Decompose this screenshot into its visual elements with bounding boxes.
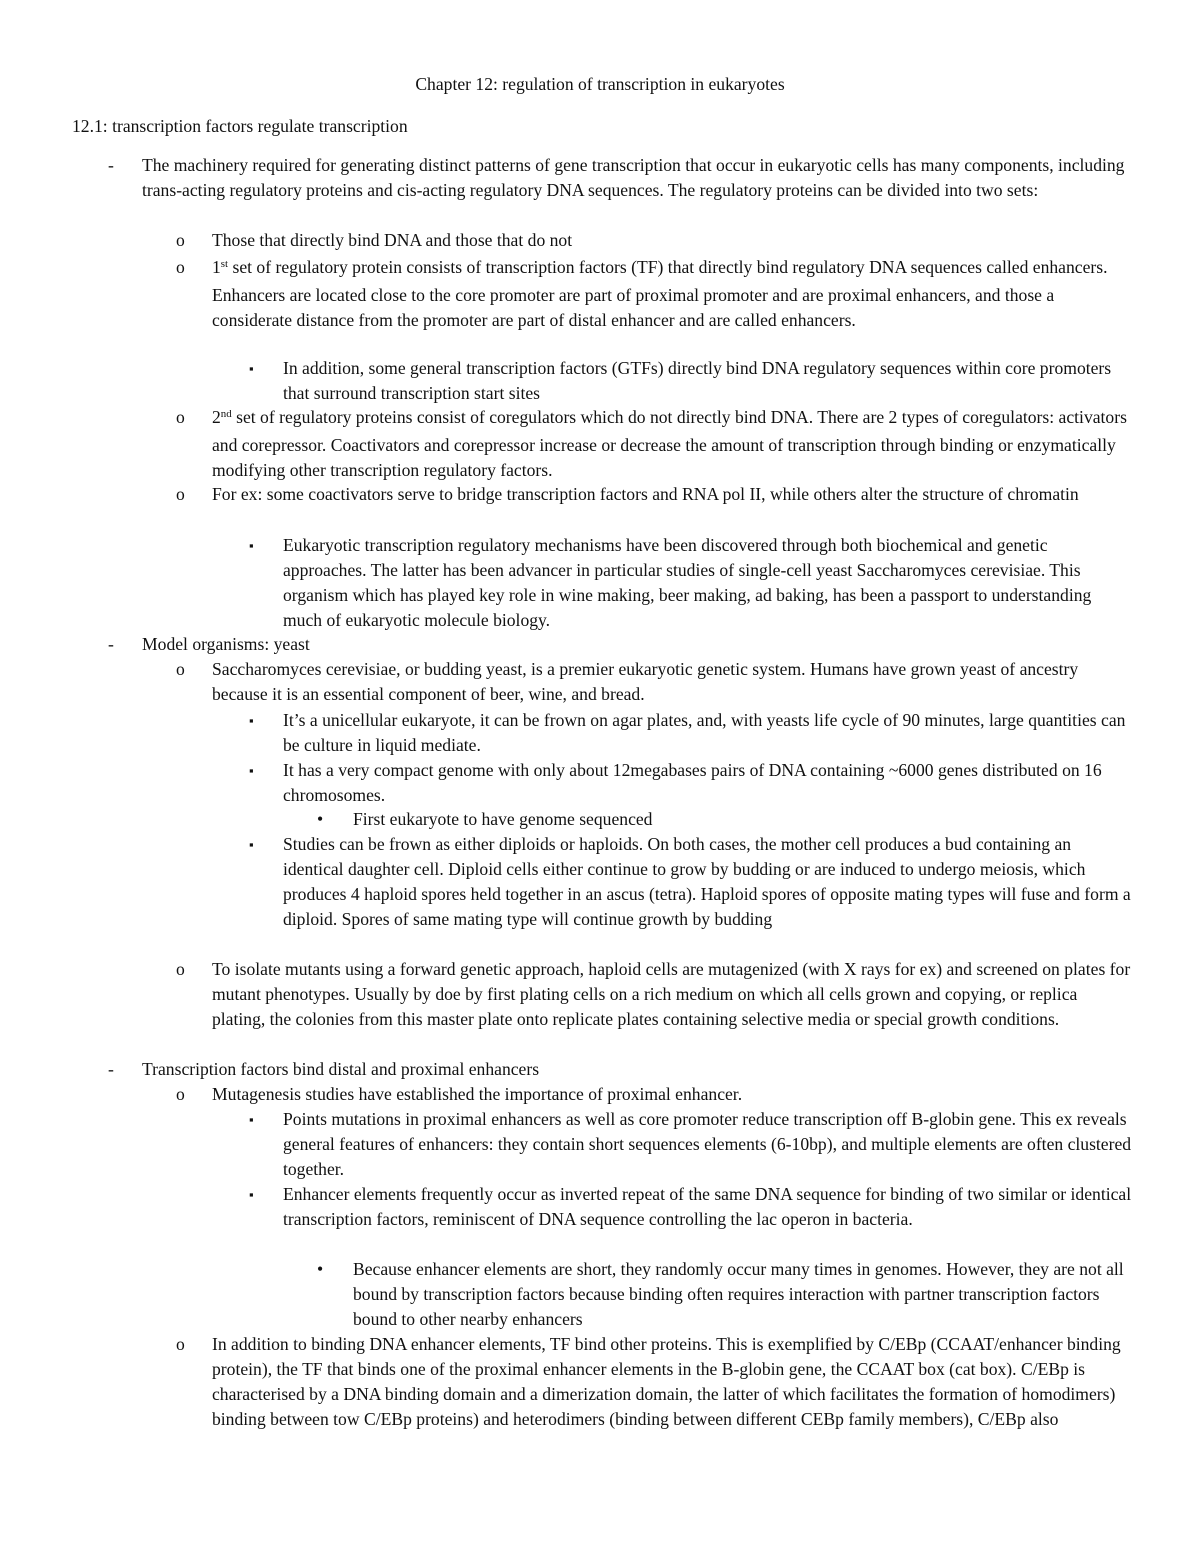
bullet-text: First eukaryote to have genome sequenced	[353, 809, 653, 829]
dot-marker: •	[317, 1259, 324, 1279]
square-marker: ▪	[249, 1112, 254, 1127]
sub-sub-bullet-item	[249, 356, 1133, 406]
bullet-item	[108, 153, 1132, 203]
bullet-text	[212, 405, 1132, 483]
sub-bullet-item	[176, 1082, 1132, 1107]
bullet-text: It’s a unicellular eukaryote, it can be frown on agar plates, and, with yeasts life cycle of 90 minutes, large quantities can be culture in liquid mediate.	[283, 710, 1126, 755]
bullet-text: Enhancer elements frequently occur as inverted repeat of the same DNA sequence for binding of two similar or identical transcription factors, reminiscent of DNA sequence controlling the lac operon in bacteria.	[283, 1184, 1132, 1229]
page-title: Chapter 12: regulation of transcription in eukaryotes	[415, 74, 785, 94]
sub-bullet-item	[176, 657, 1132, 707]
sub-bullet-item	[176, 1332, 1132, 1432]
dash-marker: -	[108, 155, 114, 175]
square-marker: ▪	[249, 538, 254, 553]
ordinal-number: 1	[212, 257, 221, 277]
sub-sub-bullet-item	[249, 832, 1133, 932]
circle-marker: o	[176, 407, 185, 427]
bullet-text: The machinery required for generating distinct patterns of gene transcription that occur in eukaryotic cells has many components, including trans-acting regulatory proteins and cis-acting regulatory DNA sequences. The regulatory proteins can be divided into two sets:	[142, 155, 1125, 200]
bullet-text: Saccharomyces cerevisiae, or budding yeast, is a premier eukaryotic genetic system. Humans have grown yeast of ancestry because it is an essential component of beer, wine, and bread.	[212, 659, 1079, 704]
bullet-text: Model organisms: yeast	[142, 634, 310, 654]
bullet-text: It has a very compact genome with only about 12megabases pairs of DNA containing ~6000 genes distributed on 16 chromosomes.	[283, 760, 1102, 805]
sub-bullet-item	[176, 228, 1132, 253]
bullet-text: Those that directly bind DNA and those that do not	[212, 230, 573, 250]
square-marker: ▪	[249, 837, 254, 852]
bullet-text: To isolate mutants using a forward genetic approach, haploid cells are mutagenized (with X rays for ex) and screened on plates for mutant phenotypes. Usually by doe by first plating cells on a rich medium on which all cells grown and copying, or replica plating, the colonies from this master plate onto replicate plates containing selective media or special growth conditions.	[212, 959, 1131, 1029]
dot-marker: •	[317, 809, 324, 829]
sub-sub-bullet-item	[249, 533, 1133, 633]
bullet-item	[108, 632, 1132, 657]
ordinal-suffix: nd	[220, 408, 232, 420]
bullet-text: Points mutations in proximal enhancers as well as core promoter reduce transcription off B-globin gene. This ex reveals general features of enhancers: they contain short sequences elements (6-10bp), and multiple elements are often clustered together.	[283, 1109, 1132, 1179]
circle-marker: o	[176, 484, 185, 504]
circle-marker: o	[176, 959, 185, 979]
sub-bullet-item	[176, 255, 1132, 333]
sub-bullet-item	[176, 482, 1132, 507]
level4-bullet-item	[317, 807, 1133, 832]
sub-sub-bullet-item	[249, 758, 1133, 808]
square-marker: ▪	[249, 763, 254, 778]
bullet-text: In addition to binding DNA enhancer elements, TF bind other proteins. This is exemplified by C/EBp (CCAAT/enhancer binding protein), the TF that binds one of the proximal enhancer elements in the B-globin gene, the CCAAT box (cat box). C/EBp is characterised by a DNA binding domain and a dimerization domain, the latter of which facilitates the formation of homodimers) binding between tow C/EBp proteins) and heterodimers (binding between different CEBp family members), C/EBp also	[212, 1334, 1121, 1429]
circle-marker: o	[176, 1084, 185, 1104]
circle-marker: o	[176, 257, 185, 277]
square-marker: ▪	[249, 1187, 254, 1202]
bullet-text	[212, 255, 1132, 333]
section-heading: 12.1: transcription factors regulate transcription	[72, 116, 408, 136]
square-marker: ▪	[249, 713, 254, 728]
bullet-text-rest: set of regulatory protein consists of transcription factors (TF) that directly bind regulatory DNA sequences called enhancers. Enhancers are located close to the core promoter are part of proximal promoter and are proximal enhancers, and those a considerate distance from the promoter are part of distal enhancer and are called enhancers.	[212, 257, 1108, 330]
bullet-text: Eukaryotic transcription regulatory mechanisms have been discovered through both biochemical and genetic approaches. The latter has been advancer in particular studies of single-cell yeast Saccharomyces cerevisiae. This organism which has played key role in wine making, beer making, ad baking, has been a passport to understanding much of eukaryotic molecule biology.	[283, 535, 1092, 630]
dash-marker: -	[108, 634, 114, 654]
circle-marker: o	[176, 659, 185, 679]
bullet-text: For ex: some coactivators serve to bridge transcription factors and RNA pol II, while others alter the structure of chromatin	[212, 484, 1079, 504]
ordinal-suffix: st	[220, 258, 229, 270]
bullet-text: Because enhancer elements are short, they randomly occur many times in genomes. However, they are not all bound by transcription factors because binding often requires interaction with partner transcription factors bound to other nearby enhancers	[353, 1259, 1124, 1329]
sub-sub-bullet-item	[249, 1182, 1133, 1232]
sub-bullet-item	[176, 405, 1132, 483]
square-marker: ▪	[249, 361, 254, 376]
circle-marker: o	[176, 230, 185, 250]
bullet-text-rest: set of regulatory proteins consist of coregulators which do not directly bind DNA. There are 2 types of coregulators: activators and corepressor. Coactivators and corepressor increase or decrease the amount of transcription through binding or enzymatically modifying other transcription regulatory factors.	[212, 407, 1127, 480]
sub-bullet-item	[176, 957, 1132, 1032]
bullet-item	[108, 1057, 1132, 1082]
bullet-text: Transcription factors bind distal and proximal enhancers	[142, 1059, 540, 1079]
sub-sub-bullet-item	[249, 708, 1133, 758]
level4-bullet-item	[317, 1257, 1133, 1332]
sub-sub-bullet-item	[249, 1107, 1133, 1182]
circle-marker: o	[176, 1334, 185, 1354]
bullet-text: Studies can be frown as either diploids or haploids. On both cases, the mother cell produces a bud containing an identical daughter cell. Diploid cells either continue to grow by budding or are induced to undergo meiosis, which produces 4 haploid spores held together in an ascus (tetra). Haploid spores of opposite mating types will fuse and form a diploid. Spores of same mating type will continue growth by budding	[283, 834, 1131, 929]
dash-marker: -	[108, 1059, 114, 1079]
bullet-text: Mutagenesis studies have established the importance of proximal enhancer.	[212, 1084, 743, 1104]
bullet-text: In addition, some general transcription factors (GTFs) directly bind DNA regulatory sequences within core promoters that surround transcription start sites	[283, 358, 1112, 403]
ordinal-number: 2	[212, 407, 221, 427]
